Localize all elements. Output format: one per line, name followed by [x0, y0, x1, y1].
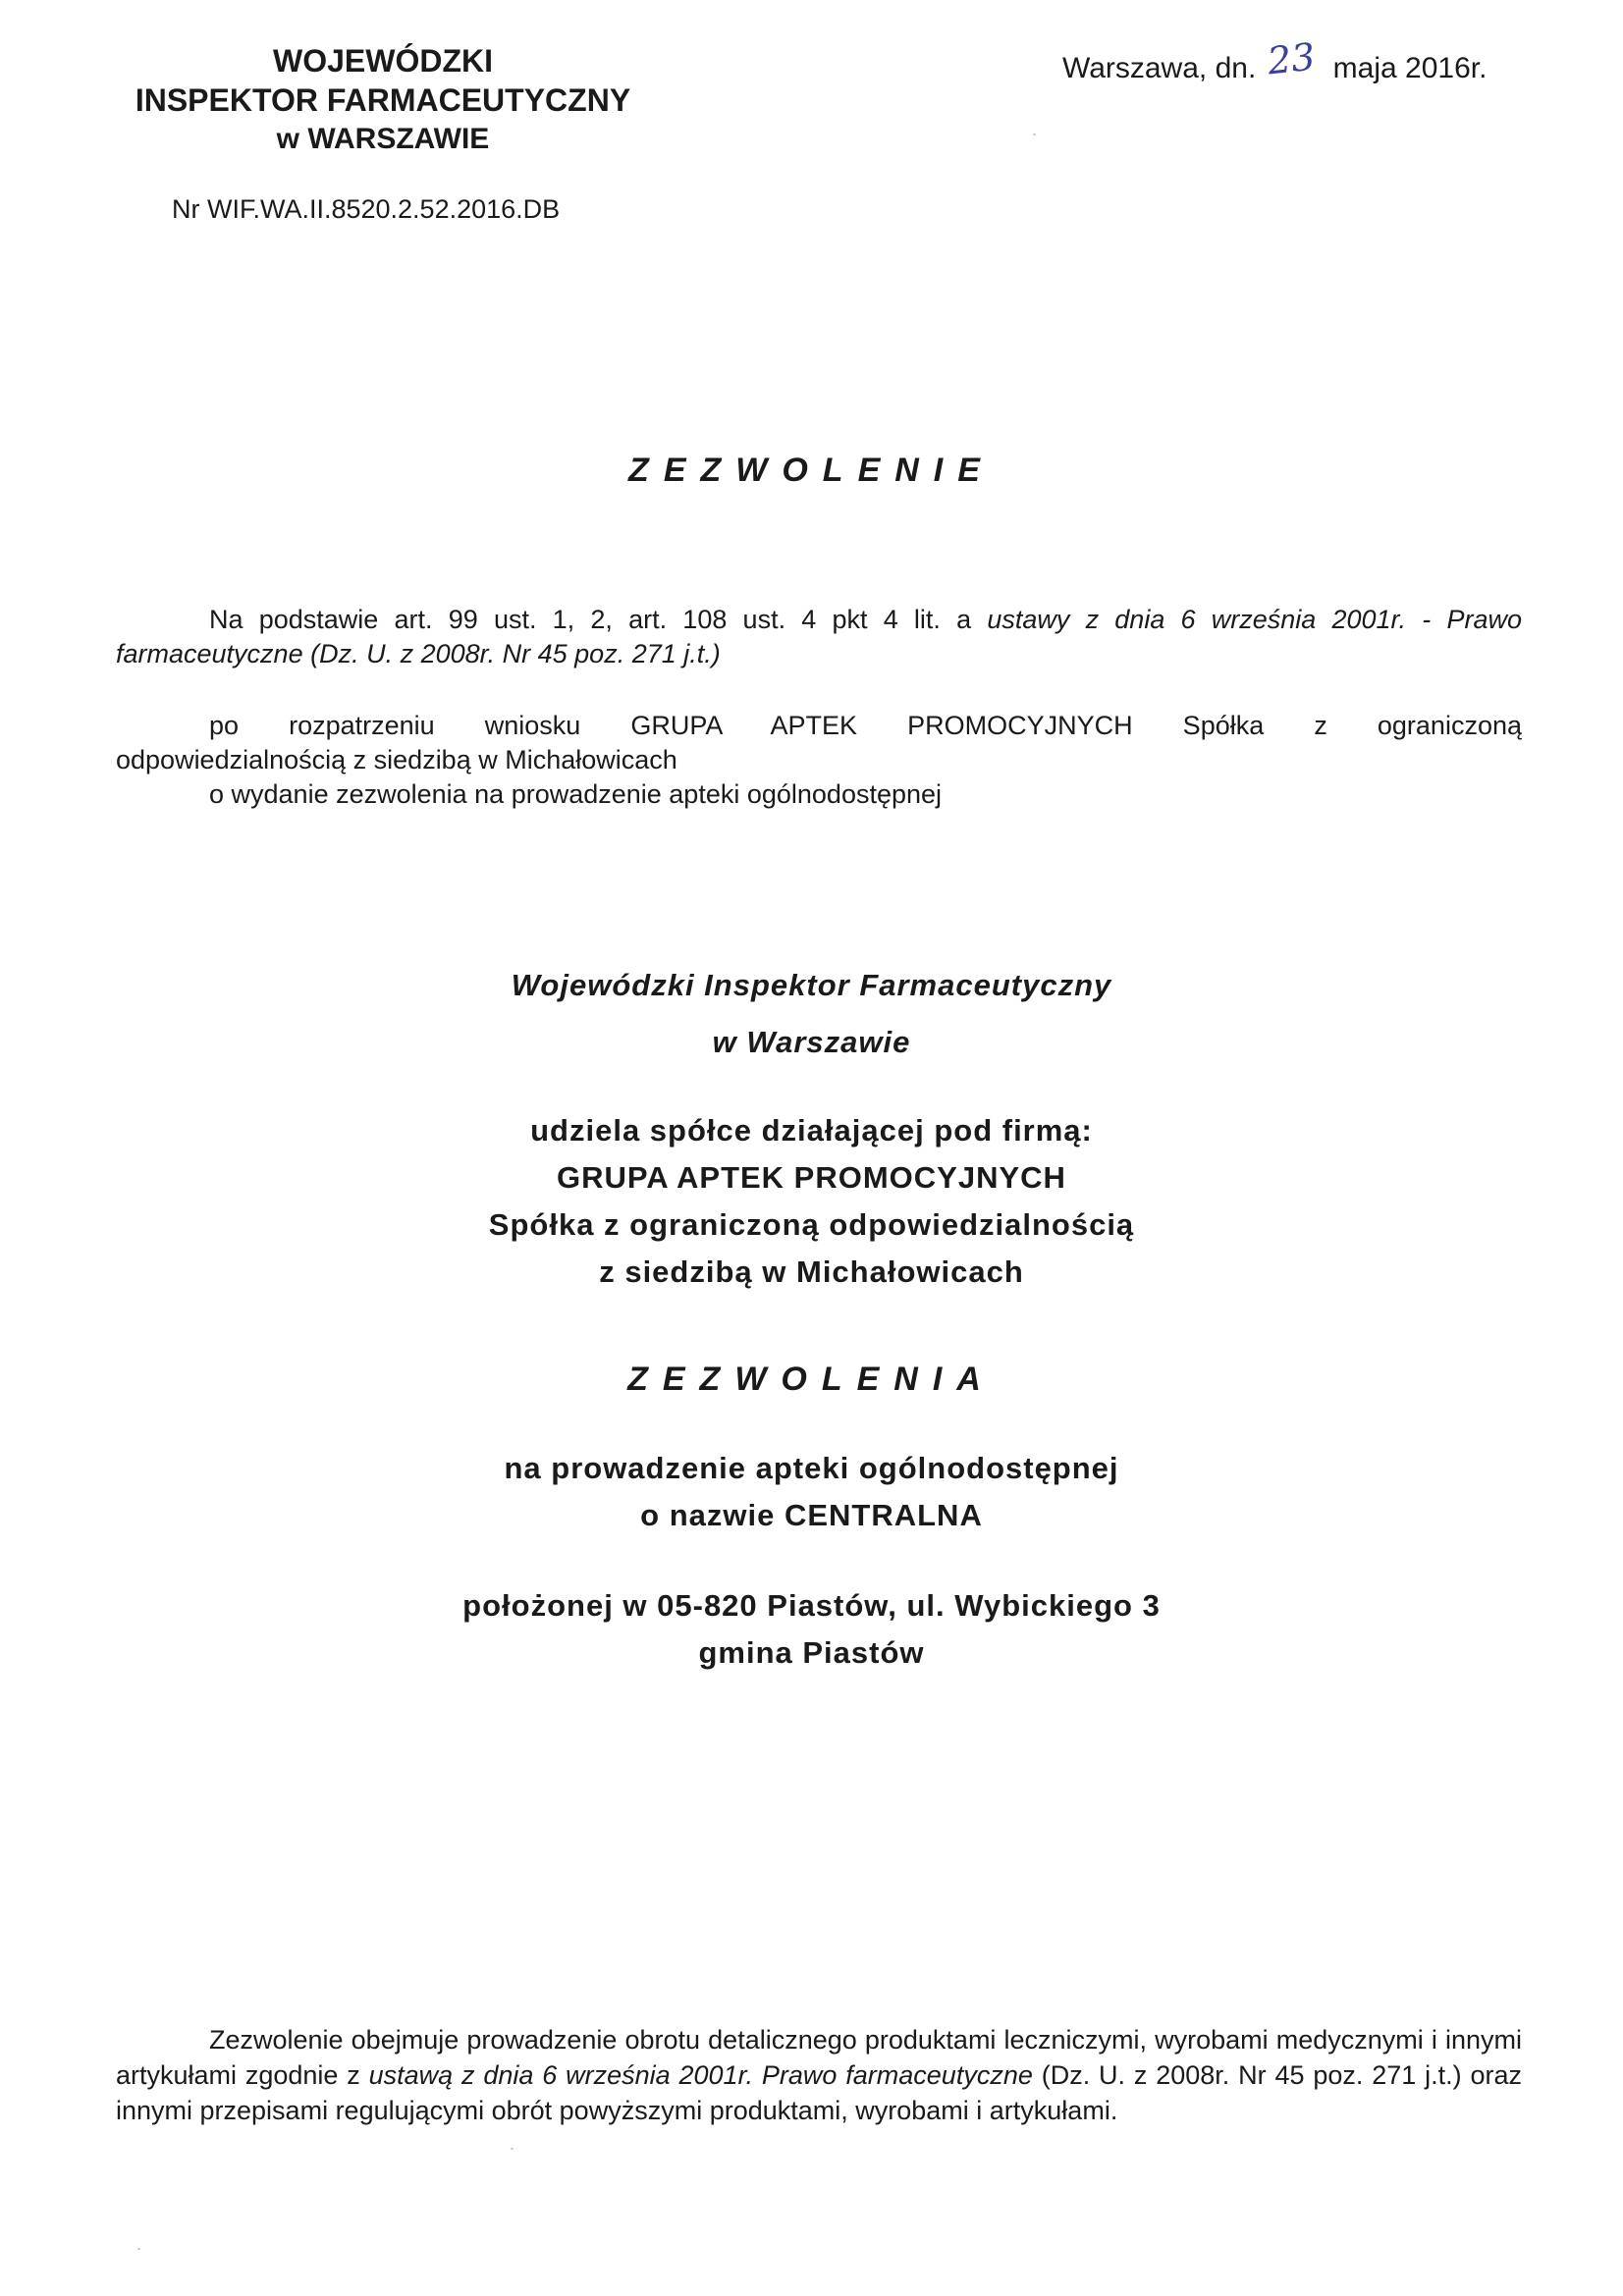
- consideration-line-1: po rozpatrzeniu wniosku GRUPA APTEK PROMOCYJNYCH Spółka z ograniczoną: [209, 711, 1522, 740]
- grantee-block: [0, 1107, 1623, 1296]
- reference-number: Nr WIF.WA.II.8520.2.52.2016.DB: [172, 194, 561, 224]
- pharmacy-line-1: na prowadzenie apteki ogólnodostępnej: [504, 1451, 1119, 1485]
- consideration-line-2: odpowiedzialnością z siedzibą w Michałowicach: [116, 745, 677, 774]
- permit-title: ZEZWOLENIA: [627, 1361, 996, 1398]
- scan-speck: [1033, 133, 1036, 135]
- legal-basis-act: ustawy z dnia 6 września 2001r. - Prawo farmaceutyczne (Dz. U. z 2008r. Nr 45 poz. 271 j.t.): [116, 605, 1522, 668]
- issuer-header: [98, 41, 668, 159]
- date-day-handwritten: 23: [1266, 34, 1318, 83]
- scope-paragraph: [116, 2022, 1522, 2128]
- scan-speck: [137, 2248, 140, 2250]
- legal-basis-paragraph: [116, 603, 1522, 671]
- date-prefix: Warszawa, dn.: [1062, 52, 1257, 84]
- authority-line-2: w Warszawie: [712, 1025, 911, 1059]
- location-line-2: gmina Piastów: [698, 1635, 925, 1670]
- scan-speck: [511, 2148, 514, 2150]
- grantee-line-3: Spółka z ograniczoną odpowiedzialnością: [488, 1207, 1135, 1242]
- location-line-1: położonej w 05-820 Piastów, ul. Wybickiego 3: [462, 1588, 1161, 1623]
- document-title: ZEZWOLENIE: [628, 452, 995, 489]
- scope-act: ustawą z dnia 6 września 2001r. Prawo farmaceutyczne: [368, 2060, 1033, 2090]
- issuer-line-2: INSPEKTOR FARMACEUTYCZNY: [135, 82, 631, 118]
- issuer-line-1: WOJEWÓDZKI: [273, 43, 493, 79]
- consideration-paragraph: [116, 709, 1522, 812]
- scope-part-2: (Dz. U. z 2008r. Nr 45 poz. 271 j.t.) oraz innymi przepisami regulującymi obrót powyższymi produktami, wyrobami i artykułami.: [116, 2060, 1522, 2125]
- legal-basis-plain: Na podstawie art. 99 ust. 1, 2, art. 108 ust. 4 pkt 4 lit. a: [209, 605, 972, 634]
- grantee-line-1: udziela spółce działającej pod firmą:: [530, 1113, 1093, 1148]
- pharmacy-block: [0, 1445, 1623, 1539]
- consideration-line-3: o wydanie zezwolenia na prowadzenie apteki ogólnodostępnej: [209, 779, 943, 809]
- location-block: [0, 1582, 1623, 1677]
- date-suffix: maja 2016r.: [1332, 52, 1488, 84]
- grantee-line-4: z siedzibą w Michałowicach: [599, 1255, 1024, 1289]
- scope-part-1: Zezwolenie obejmuje prowadzenie obrotu detalicznego produktami leczniczymi, wyrobami medycznymi i innymi artykułami zgodnie z: [116, 2025, 1522, 2090]
- pharmacy-line-2: o nazwie CENTRALNA: [640, 1498, 983, 1532]
- issue-date: [1062, 34, 1488, 86]
- authority-line-1: Wojewódzki Inspektor Farmaceutyczny: [511, 968, 1112, 1002]
- authority-block: [0, 957, 1623, 1071]
- grantee-line-2: GRUPA APTEK PROMOCYJNYCH: [557, 1160, 1066, 1195]
- issuer-line-3: w WARSZAWIE: [276, 123, 490, 155]
